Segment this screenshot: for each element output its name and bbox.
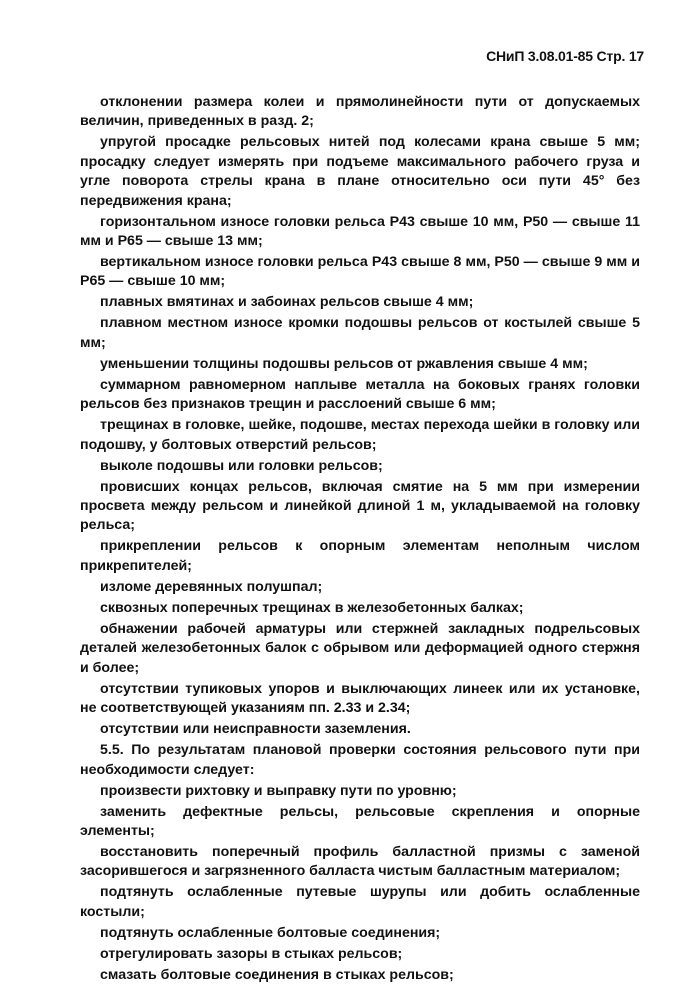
paragraph: отклонении размера колеи и прямолинейности пути от допускаемых величин, приведенных в разд. 2;: [80, 94, 640, 130]
paragraph: уменьшении толщины подошвы рельсов от ржавления свыше 4 мм;: [100, 355, 588, 372]
paragraph: восстановить поперечный профиль балластной призмы с заменой засорившегося и загрязненного балласта чистым балластным материалом;: [80, 843, 640, 880]
paragraph: заменить дефектные рельсы, рельсовые скрепления и опорные элементы;: [80, 803, 640, 839]
running-header: СНиП 3.08.01-85 Стр. 17: [486, 48, 644, 64]
paragraph: отсутствии или неисправности заземления.: [100, 721, 411, 738]
paragraph: плавных вмятинах и забоинах рельсов свыше 4 мм;: [100, 294, 474, 311]
paragraph: подтянуть ослабленные путевые шурупы или добить ослабленные костыли;: [80, 884, 640, 920]
paragraph: вертикальном износе головки рельса Р43 свыше 8 мм, Р50 — свыше 9 мм и Р65 — свыше 10 мм;: [80, 254, 640, 290]
paragraph: изломе деревянных полушпал;: [100, 578, 323, 595]
paragraph: отсутствии тупиковых упоров и выключающих линеек или их установке, не соответствующей указаниям пп. 2.33 и 2.34;: [80, 680, 640, 717]
paragraph: смазать болтовые соединения в стыках рельсов;: [100, 966, 454, 983]
paragraph: суммарном равномерном наплыве металла на боковых гранях головки рельсов без признаков трещин и расслоений свыше 6 мм;: [80, 376, 640, 413]
paragraph: плавном местном износе кромки подошвы рельсов от костылей свыше 5 мм;: [80, 315, 640, 351]
paragraph: прикреплении рельсов к опорным элементам неполным числом прикрепителей;: [80, 538, 640, 574]
paragraph: подтянуть ослабленные болтовые соединения;: [100, 924, 441, 941]
section-paragraph: 5.5. По результатам плановой проверки состояния рельсового пути при необходимости следует:: [80, 742, 640, 778]
paragraph: упругой просадке рельсовых нитей под колесами крана свыше 5 мм; просадку следует измерять при подъеме максимального рабочего груза и угле поворота стрелы крана в плане относительно оси пути 45° без передвижения крана;: [80, 134, 640, 209]
paragraph: трещинах в головке, шейке, подошве, местах перехода шейки в головку или подошву, у болтовых отверстий рельсов;: [80, 417, 640, 453]
page-body: [80, 93, 640, 987]
paragraph: сквозных поперечных трещинах в железобетонных балках;: [100, 599, 524, 616]
paragraph: провисших концах рельсов, включая смятие на 5 мм при измерении просвета между рельсом и линейкой длиной 1 м, укладываемой на головку рельса;: [80, 478, 640, 534]
paragraph: отрегулировать зазоры в стыках рельсов;: [100, 945, 403, 962]
paragraph: выколе подошвы или головки рельсов;: [100, 457, 383, 474]
paragraph: обнажении рабочей арматуры или стержней закладных подрельсовых деталей железобетонных балок с обрывом или деформацией одного стержня и более;: [80, 620, 640, 676]
paragraph: произвести рихтовку и выправку пути по уровню;: [100, 782, 457, 799]
paragraph: горизонтальном износе головки рельса Р43 свыше 10 мм, Р50 — свыше 11 мм и Р65 — свыше 13 мм;: [80, 213, 640, 250]
